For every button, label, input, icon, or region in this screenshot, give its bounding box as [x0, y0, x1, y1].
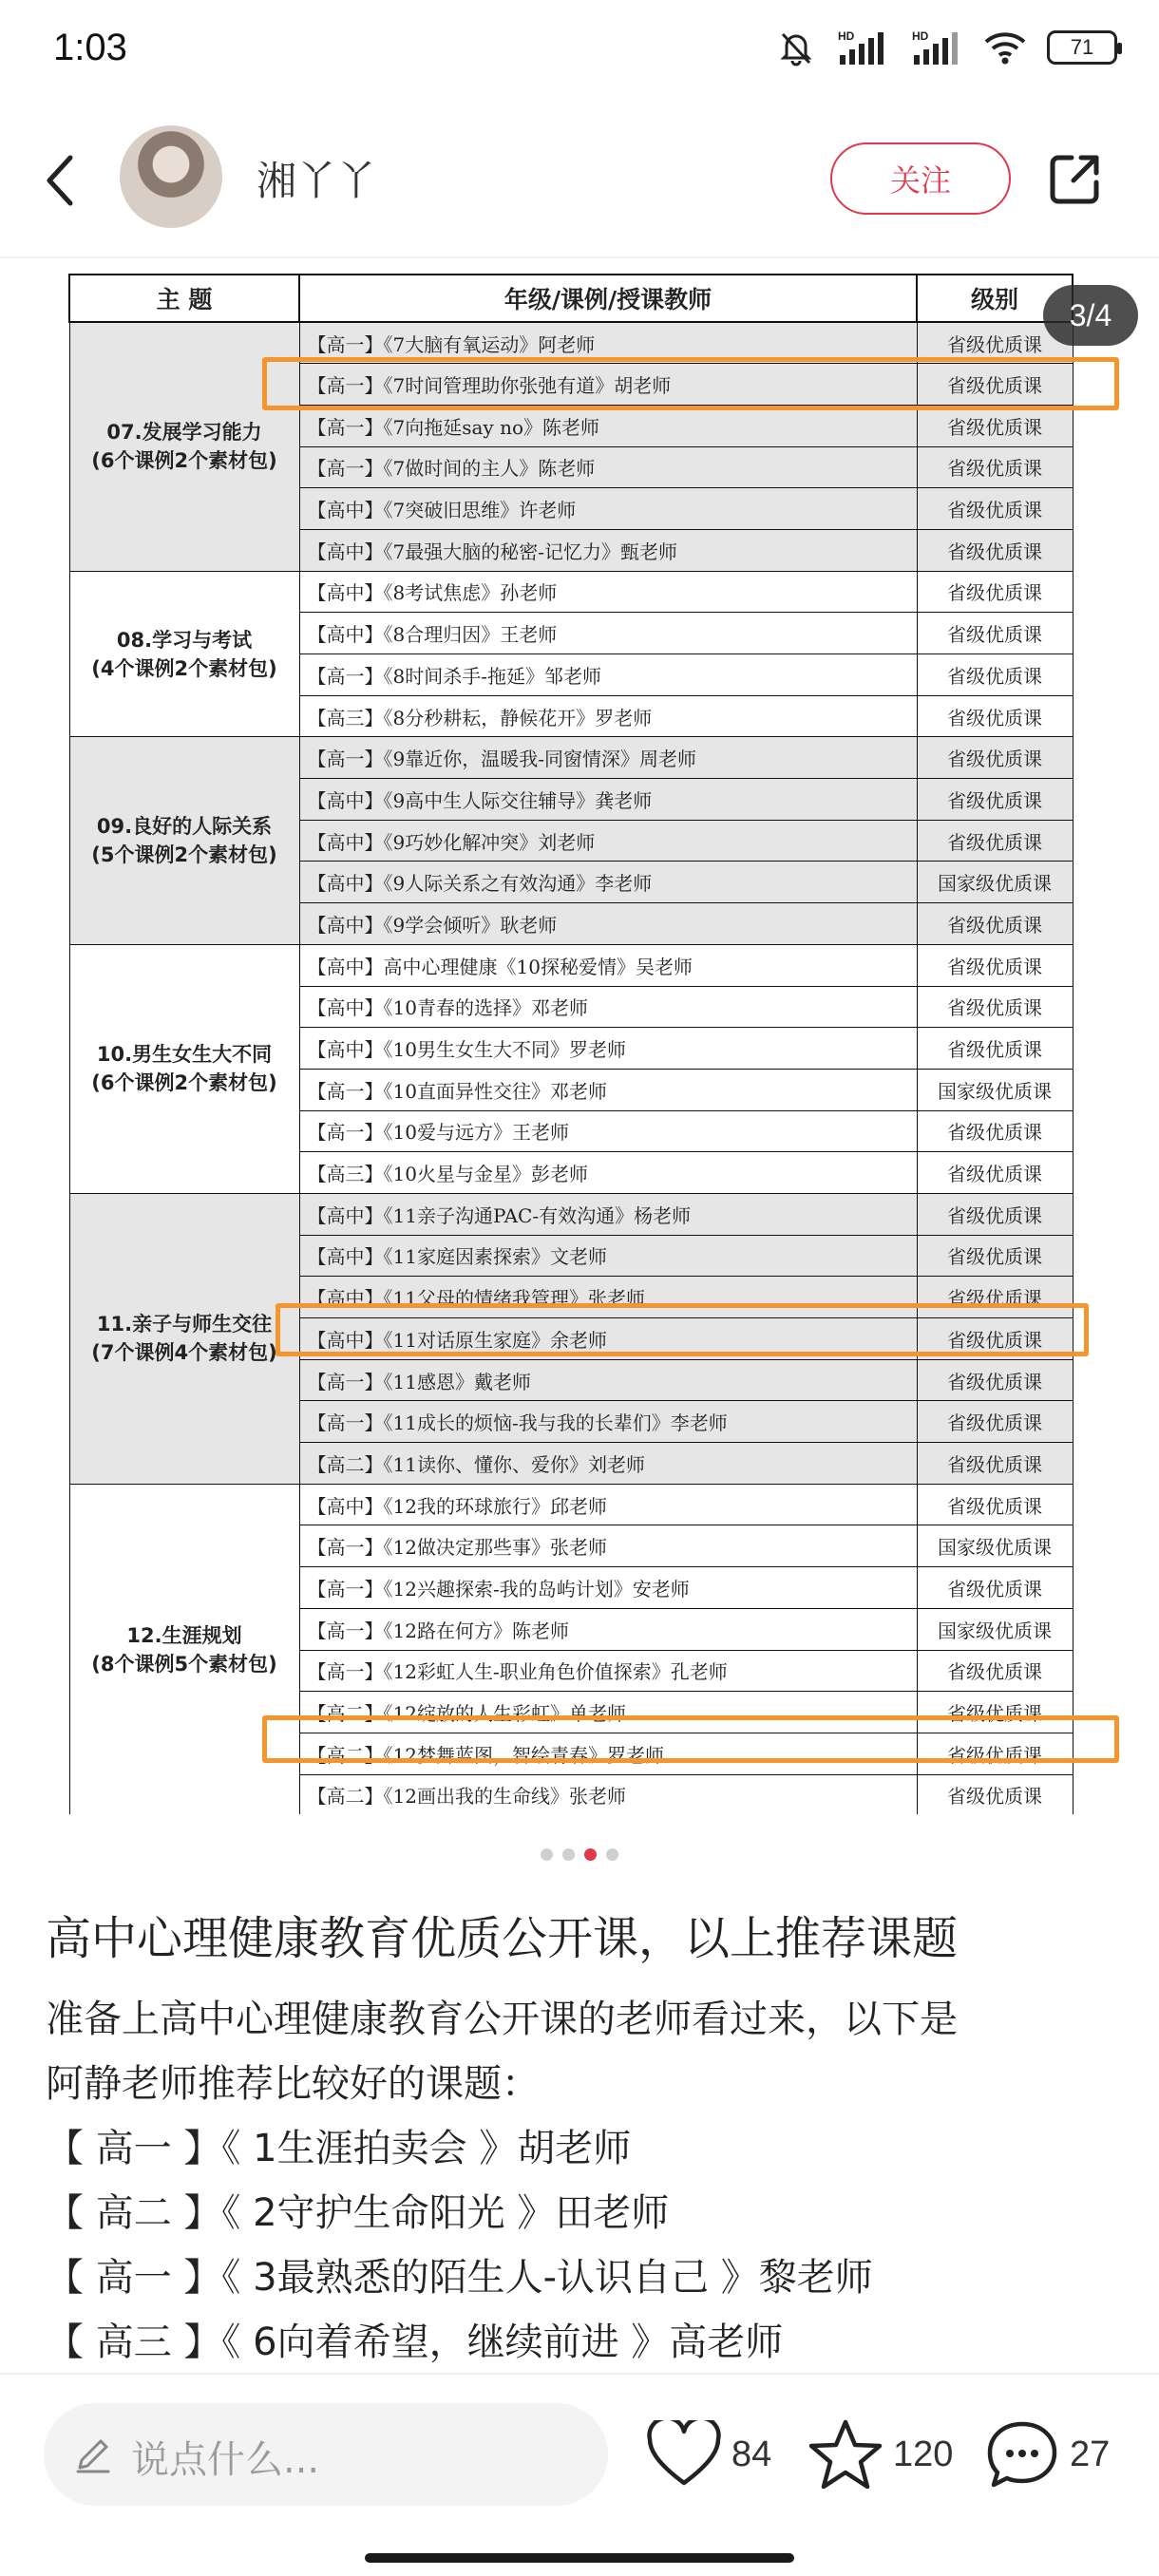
course-cell: 【高中】《7最强大脑的秘密-记忆力》甄老师	[299, 529, 917, 571]
course-cell: 【高二】《11读你、懂你、爱你》刘老师	[299, 1443, 917, 1485]
course-cell: 【高中】《10青春的选择》邓老师	[299, 986, 917, 1028]
course-cell: 【高一】《7大脑有氧运动》阿老师	[299, 322, 917, 364]
share-button[interactable]	[1047, 150, 1104, 207]
course-cell: 【高中】《9巧妙化解冲突》刘老师	[299, 820, 917, 862]
follow-button[interactable]: 关注	[830, 142, 1011, 215]
favorite-count: 120	[893, 2434, 954, 2474]
course-cell: 【高中】《11对话原生家庭》余老师	[299, 1318, 917, 1360]
like-button[interactable]	[646, 2415, 771, 2494]
status-bar	[0, 0, 1159, 104]
level-cell: 省级优质课	[917, 1650, 1073, 1692]
level-cell: 省级优质课	[917, 737, 1073, 779]
carousel-dots	[0, 1848, 1159, 1861]
like-count: 84	[732, 2434, 772, 2474]
favorite-button[interactable]	[808, 2415, 953, 2494]
topic-cell: 11.亲子与师生交往 (7个课例4个素材包)	[69, 1193, 299, 1484]
level-cell: 省级优质课	[917, 1401, 1073, 1443]
table-body	[69, 322, 1073, 1814]
course-cell: 【高中】《11父母的情绪我管理》张老师	[299, 1277, 917, 1318]
author-avatar[interactable]	[120, 125, 222, 228]
level-cell: 省级优质课	[917, 405, 1073, 446]
back-button[interactable]	[34, 146, 91, 215]
course-cell: 【高中】《9高中生人际交往辅导》龚老师	[299, 779, 917, 821]
bottom-action-bar	[0, 2373, 1159, 2576]
level-cell: 国家级优质课	[917, 1069, 1073, 1110]
level-cell: 省级优质课	[917, 1774, 1073, 1814]
level-cell: 国家级优质课	[917, 1608, 1073, 1650]
wifi-icon	[984, 28, 1026, 66]
level-cell: 省级优质课	[917, 695, 1073, 737]
course-table	[68, 274, 1074, 1814]
course-cell: 【高一】《10爱与远方》王老师	[299, 1110, 917, 1152]
table-header-row	[69, 275, 1073, 322]
table-row	[69, 1193, 1073, 1235]
level-cell: 省级优质课	[917, 322, 1073, 364]
home-indicator[interactable]	[365, 2553, 794, 2563]
chat-bubble-icon	[984, 2418, 1060, 2491]
course-cell: 【高中】《9学会倾听》耿老师	[299, 903, 917, 945]
heart-icon	[646, 2420, 722, 2489]
comment-input[interactable]	[44, 2403, 608, 2506]
topic-cell: 08.学习与考试 (4个课例2个素材包)	[69, 571, 299, 737]
post-image[interactable]	[0, 256, 1159, 1814]
course-cell: 【高中】《7突破旧思维》许老师	[299, 488, 917, 530]
author-name[interactable]: 湘丫丫	[256, 158, 377, 204]
topic-cell: 12.生涯规划 (8个课例5个素材包)	[69, 1484, 299, 1814]
course-cell: 【高一】《12做决定那些事》张老师	[299, 1525, 917, 1567]
level-cell: 省级优质课	[917, 1567, 1073, 1609]
table-row	[69, 571, 1073, 613]
course-cell: 【高一】《11感恩》戴老师	[299, 1359, 917, 1401]
level-cell: 省级优质课	[917, 820, 1073, 862]
level-cell: 国家级优质课	[917, 862, 1073, 903]
level-cell: 省级优质课	[917, 1152, 1073, 1194]
course-cell: 【高一】《11成长的烦恼-我与我的长辈们》李老师	[299, 1401, 917, 1443]
battery-icon: 71	[1047, 30, 1117, 65]
level-cell: 省级优质课	[917, 1110, 1073, 1152]
status-time: 1:03	[53, 27, 127, 68]
course-cell: 【高二】《12梦舞蓝图，智绘青春》罗老师	[299, 1733, 917, 1774]
star-icon	[808, 2418, 884, 2491]
level-cell: 省级优质课	[917, 1193, 1073, 1235]
mute-bell-icon	[777, 28, 815, 66]
course-cell: 【高一】《7向拖延say no》陈老师	[299, 405, 917, 446]
post-line: 阿静老师推荐比较好的课题：	[46, 2062, 540, 2106]
course-cell: 【高中】《11亲子沟通PAC-有效沟通》杨老师	[299, 1193, 917, 1235]
course-cell: 【高一】《9靠近你，温暖我-同窗情深》周老师	[299, 737, 917, 779]
carousel-dot[interactable]	[562, 1848, 575, 1861]
level-cell: 省级优质课	[917, 944, 1073, 986]
level-cell: 省级优质课	[917, 1484, 1073, 1525]
course-cell: 【高二】《12绽放的人生彩虹》单老师	[299, 1692, 917, 1733]
header-course: 年级/课例/授课教师	[299, 275, 917, 322]
post-line: 【 高二 】《 2守护生命阳光 》田老师	[46, 2191, 670, 2235]
hd-label-1: HD	[838, 29, 855, 43]
course-cell: 【高一】《12路在何方》陈老师	[299, 1608, 917, 1650]
course-cell: 【高中】《12我的环球旅行》邱老师	[299, 1484, 917, 1525]
table-row	[69, 737, 1073, 779]
level-cell: 省级优质课	[917, 613, 1073, 654]
level-cell: 省级优质课	[917, 1692, 1073, 1733]
post-header	[0, 104, 1159, 256]
course-cell: 【高一】《12兴趣探索-我的岛屿计划》安老师	[299, 1567, 917, 1609]
course-cell: 【高三】《10火星与金星》彭老师	[299, 1152, 917, 1194]
chevron-left-icon	[34, 146, 91, 215]
header-level: 级别	[917, 275, 1073, 322]
signal-hd-icon	[836, 28, 889, 66]
level-cell: 省级优质课	[917, 364, 1073, 406]
course-cell: 【高中】《8合理归因》王老师	[299, 613, 917, 654]
carousel-dot-active[interactable]	[584, 1848, 597, 1861]
course-cell: 【高一】《12彩虹人生-职业角色价值探索》孔老师	[299, 1650, 917, 1692]
course-cell: 【高一】《7做时间的主人》陈老师	[299, 446, 917, 488]
comment-count: 27	[1070, 2434, 1111, 2474]
level-cell: 省级优质课	[917, 571, 1073, 613]
hd-label-2: HD	[912, 29, 929, 43]
course-cell: 【高中】《9人际关系之有效沟通》李老师	[299, 862, 917, 903]
level-cell: 省级优质课	[917, 1443, 1073, 1485]
post-line: 【 高一 】《 1生涯拍卖会 》胡老师	[46, 2127, 632, 2170]
level-cell: 省级优质课	[917, 779, 1073, 821]
course-cell: 【高三】《8分秒耕耘，静候花开》罗老师	[299, 695, 917, 737]
topic-cell: 09.良好的人际关系 (5个课例2个素材包)	[69, 737, 299, 944]
pencil-icon	[70, 2432, 116, 2477]
level-cell: 省级优质课	[917, 446, 1073, 488]
level-cell: 省级优质课	[917, 488, 1073, 530]
course-cell: 【高一】《10直面异性交往》邓老师	[299, 1069, 917, 1110]
topic-cell: 10.男生女生大不同 (6个课例2个素材包)	[69, 944, 299, 1193]
level-cell: 省级优质课	[917, 529, 1073, 571]
share-icon	[1047, 150, 1104, 207]
course-cell: 【高中】《8考试焦虑》孙老师	[299, 571, 917, 613]
level-cell: 省级优质课	[917, 654, 1073, 696]
course-cell: 【高一】《8时间杀手-拖延》邹老师	[299, 654, 917, 696]
status-icons	[777, 28, 1117, 66]
level-cell: 省级优质课	[917, 1235, 1073, 1277]
level-cell: 省级优质课	[917, 986, 1073, 1028]
comment-button[interactable]	[984, 2415, 1110, 2494]
level-cell: 省级优质课	[917, 1359, 1073, 1401]
post-line: 准备上高中心理健康教育公开课的老师看过来，以下是	[46, 1998, 958, 2041]
level-cell: 省级优质课	[917, 903, 1073, 945]
course-cell: 【高中】高中心理健康《10探秘爱情》吴老师	[299, 944, 917, 986]
level-cell: 省级优质课	[917, 1277, 1073, 1318]
topic-cell: 07.发展学习能力 (6个课例2个素材包)	[69, 322, 299, 571]
carousel-dot[interactable]	[541, 1848, 553, 1861]
post-title: 高中心理健康教育优质公开课，以上推荐课题	[46, 1912, 959, 1965]
signal-hd-icon-2	[910, 28, 963, 66]
page-indicator: 3/4	[1043, 285, 1138, 346]
post-line: 【 高三 】《 6向着希望，继续前进 》高老师	[46, 2320, 784, 2364]
carousel-dot[interactable]	[606, 1848, 618, 1861]
table-row	[69, 944, 1073, 986]
course-cell: 【高中】《10男生女生大不同》罗老师	[299, 1028, 917, 1070]
course-cell: 【高二】《12画出我的生命线》张老师	[299, 1774, 917, 1814]
table-row	[69, 322, 1073, 364]
header-topic: 主 题	[69, 275, 299, 322]
course-cell: 【高中】《11家庭因素探索》文老师	[299, 1235, 917, 1277]
level-cell: 国家级优质课	[917, 1525, 1073, 1567]
table-row	[69, 1484, 1073, 1525]
level-cell: 省级优质课	[917, 1733, 1073, 1774]
post-line: 【 高一 】《 3最熟悉的陌生人-认识自己 》黎老师	[46, 2256, 873, 2300]
post-text	[46, 1987, 1129, 2375]
level-cell: 省级优质课	[917, 1318, 1073, 1360]
comment-placeholder: 说点什么...	[131, 2438, 320, 2482]
level-cell: 省级优质课	[917, 1028, 1073, 1070]
course-cell: 【高一】《7时间管理助你张弛有道》胡老师	[299, 364, 917, 406]
